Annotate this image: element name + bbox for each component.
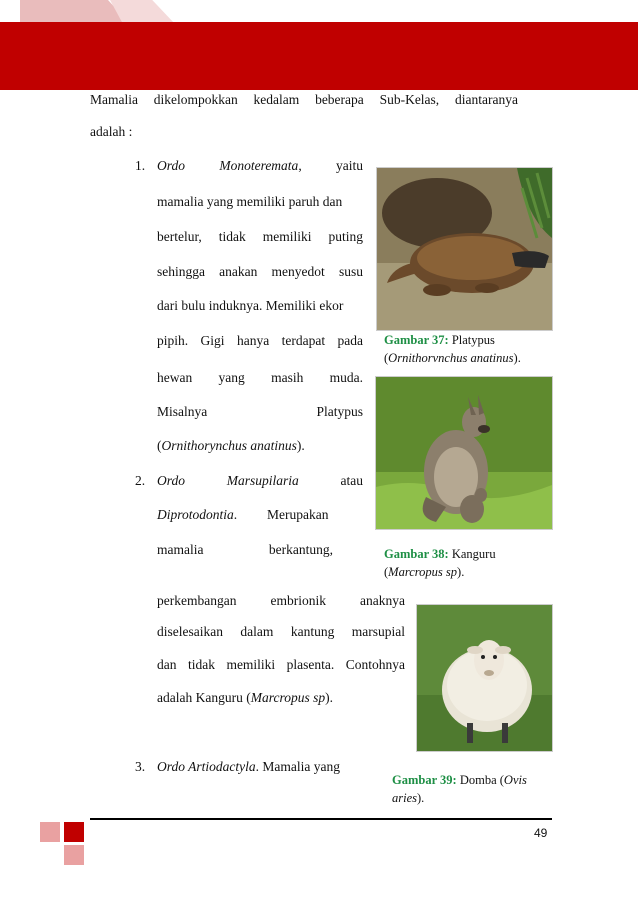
word: , xyxy=(298,158,302,173)
item-2-line xyxy=(157,689,333,707)
word: ( xyxy=(384,351,389,365)
scientific-name: Marcropus sp xyxy=(250,690,326,705)
word: yang xyxy=(218,370,245,385)
word: kedalam xyxy=(253,92,300,107)
word: Ordo xyxy=(157,158,186,173)
word: embrionik xyxy=(270,593,326,608)
word: diantaranya xyxy=(454,92,518,107)
page-number: 49 xyxy=(534,826,548,840)
word: hewan xyxy=(157,370,193,385)
item-1-line xyxy=(157,369,363,387)
word: dikelompokkan xyxy=(153,92,238,107)
word: Mamalia xyxy=(90,92,138,107)
figure-38-caption xyxy=(384,545,559,581)
kangaroo-illustration xyxy=(376,377,552,529)
item-1-line xyxy=(157,332,363,350)
kangaroo-image xyxy=(375,376,553,530)
word: yaitu xyxy=(336,158,363,173)
word: ( xyxy=(157,438,162,453)
word: kantung xyxy=(290,624,335,639)
item-1-line xyxy=(157,437,305,455)
word: . Mamalia yang xyxy=(255,759,340,774)
word: berkantung, xyxy=(268,542,333,557)
item-2-line xyxy=(157,623,405,641)
header-decoration xyxy=(0,0,638,24)
word: Diprotodontia xyxy=(157,507,234,522)
word: marsupial xyxy=(351,624,405,639)
item-3-line xyxy=(157,758,340,776)
scientific-name: Ornithorvnchus anatinus xyxy=(388,351,514,365)
word: anakan xyxy=(219,264,258,279)
scientific-name: Ovis xyxy=(503,773,527,787)
footer-rule xyxy=(90,818,552,820)
word: ). xyxy=(296,438,305,453)
word: puting xyxy=(328,229,363,244)
header-band xyxy=(0,22,638,90)
word: . xyxy=(233,507,238,522)
word: ( xyxy=(384,565,389,579)
word: Monoteremata xyxy=(219,158,299,173)
word: Sub-Kelas, xyxy=(379,92,440,107)
word: Contohnya xyxy=(345,657,405,672)
word: Ordo xyxy=(157,473,186,488)
scientific-name: Marcropus sp xyxy=(388,565,458,579)
word: anaknya xyxy=(360,593,405,608)
item-1-line xyxy=(157,263,363,281)
caption-label: Gambar 37: xyxy=(384,333,449,347)
item-1-line xyxy=(157,157,363,175)
figure-39-caption xyxy=(392,771,562,807)
word: Marsupilaria xyxy=(226,473,299,488)
item-1-line: dari bulu induknya. Memiliki ekor xyxy=(157,298,344,313)
caption-name: Platypus xyxy=(451,333,495,347)
scientific-name: aries xyxy=(392,791,417,805)
word: masih xyxy=(271,370,304,385)
word: ). xyxy=(417,791,425,805)
caption-label: Gambar 38: xyxy=(384,547,449,561)
platypus-illustration xyxy=(377,168,552,330)
item-2-line xyxy=(157,541,333,559)
intro-line-1 xyxy=(90,91,518,109)
word: terdapat xyxy=(281,333,326,348)
word: beberapa xyxy=(315,92,364,107)
item-1-line: mamalia yang memiliki paruh dan xyxy=(157,194,343,209)
word: Misalnya xyxy=(157,404,208,419)
item-2-line xyxy=(157,592,405,610)
word: pada xyxy=(337,333,363,348)
word: pipih. xyxy=(157,333,189,348)
word: bertelur, xyxy=(157,229,202,244)
item-2-line xyxy=(157,656,405,674)
word: Merupakan xyxy=(267,507,329,522)
word: memiliki xyxy=(262,229,312,244)
item-2-line xyxy=(157,472,363,490)
word: Gigi xyxy=(200,333,225,348)
word: ). xyxy=(325,690,333,705)
figure-37-caption xyxy=(384,331,559,367)
item-1-number: 1. xyxy=(135,158,146,173)
word: memiliki xyxy=(226,657,276,672)
word: Ordo Artiodactyla xyxy=(157,759,256,774)
word: diselesaikan xyxy=(157,624,223,639)
word: atau xyxy=(340,473,363,488)
caption-label: Gambar 39: xyxy=(392,773,457,787)
word: ). xyxy=(457,565,465,579)
caption-name: Kanguru xyxy=(451,547,496,561)
footer-decor-square xyxy=(64,822,84,842)
item-1-line xyxy=(157,403,363,421)
word: sehingga xyxy=(157,264,205,279)
intro-line-2: adalah : xyxy=(90,124,133,139)
footer-decor-square xyxy=(64,845,84,865)
word: tidak xyxy=(218,229,246,244)
word: tidak xyxy=(187,657,215,672)
word: menyedot xyxy=(271,264,325,279)
sheep-image xyxy=(416,604,553,752)
word: adalah Kanguru ( xyxy=(157,690,251,705)
item-3-number: 3. xyxy=(135,759,146,774)
word: plasenta. xyxy=(286,657,335,672)
platypus-image xyxy=(376,167,553,331)
term-group xyxy=(219,157,301,175)
item-2-line xyxy=(157,506,337,524)
item-1-line xyxy=(157,228,363,246)
word: susu xyxy=(338,264,363,279)
word: Platypus xyxy=(316,404,363,419)
caption-name: Domba ( xyxy=(459,773,504,787)
item-2-number: 2. xyxy=(135,473,146,488)
word: ). xyxy=(513,351,521,365)
word: muda. xyxy=(329,370,363,385)
word: dan xyxy=(157,657,177,672)
word: mamalia xyxy=(157,542,204,557)
word: perkembangan xyxy=(157,593,237,608)
footer-decor-square xyxy=(40,822,60,842)
word: dalam xyxy=(240,624,274,639)
scientific-name: Ornithorynchus anatinus xyxy=(161,438,297,453)
word: hanya xyxy=(236,333,270,348)
sheep-illustration xyxy=(417,605,552,751)
